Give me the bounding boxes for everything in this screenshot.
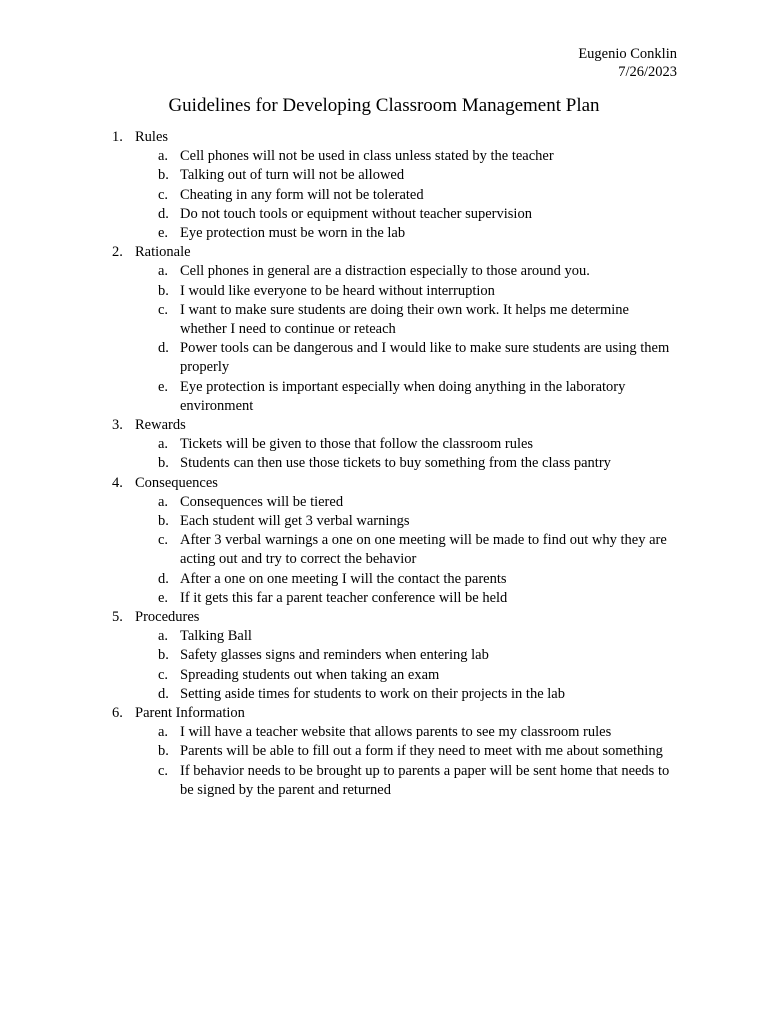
item-letter: b. [158,647,169,664]
item-text: Eye protection must be worn in the lab [180,225,406,241]
section-number: 1. [112,129,123,145]
document-title: Guidelines for Developing Classroom Management Plan [168,95,600,116]
item-text: Power tools can be dangerous and I would like to make sure students are using them properly [180,340,670,376]
list-item [0,339,768,377]
item-text: Cell phones will not be used in class unless stated by the teacher [180,148,554,165]
section-number: 4. [112,474,123,491]
list-item [0,570,768,589]
item-text: Students can then use those tickets to buy something from the class pantry [180,455,611,472]
item-text: Talking Ball [180,628,252,645]
item-letter: a. [158,263,169,280]
section-heading [0,128,768,147]
item-text: Do not touch tools or equipment without teacher supervision [180,205,532,222]
item-letter: a. [158,436,169,453]
item-text: If it gets this far a parent teacher conference will be held [180,589,508,606]
section-title: Procedures [135,609,200,626]
item-text: Cheating in any form will not be tolerated [180,186,424,203]
document-date: 7/26/2023 [618,64,677,80]
item-text: I would like everyone to be heard without interruption [180,282,495,299]
section-number: 5. [112,609,123,626]
item-letter: d. [158,340,169,357]
item-letter: a. [158,628,169,645]
item-letter: a. [158,148,169,165]
list-item [0,224,768,243]
item-text: After 3 verbal warnings a one on one meeting will be made to find out why they are acting out and try to correct the behavior [180,532,667,568]
item-text: Cell phones in general are a distraction especially to those around you. [180,263,590,280]
item-letter: d. [158,205,169,222]
outline-list [0,128,768,800]
list-item [0,493,768,512]
item-letter: d. [158,570,169,587]
section-heading [0,704,768,723]
list-item [0,742,768,761]
section-title: Parent Information [135,705,245,722]
section-number: 2. [112,244,123,261]
item-text: Eye protection is important especially when doing anything in the laboratory environment [180,378,626,414]
list-item [0,723,768,742]
outline-section [0,416,768,474]
item-letter: c. [158,762,169,779]
item-letter: c. [158,532,169,549]
item-letter: d. [158,685,169,702]
item-letter: b. [158,513,169,529]
item-letter: b. [158,167,169,184]
item-letter: e. [158,378,169,395]
list-item [0,147,768,166]
outline-section [0,608,768,704]
outline-section [0,474,768,608]
section-heading [0,474,768,493]
item-text: After a one on one meeting I will the contact the parents [180,570,507,587]
item-text: Parents will be able to fill out a form if they need to meet with me about something [180,743,663,760]
item-letter: e. [158,589,169,606]
item-text: Safety glasses signs and reminders when entering lab [180,647,489,664]
list-item [0,685,768,704]
item-text: I want to make sure students are doing their own work. It helps me determine whether I need to continue or reteach [180,301,629,337]
list-item [0,378,768,416]
item-letter: c. [158,666,169,683]
item-letter: b. [158,455,169,472]
section-title: Consequences [135,474,218,491]
item-text: Setting aside times for students to work on their projects in the lab [180,685,565,702]
section-heading [0,416,768,435]
section-heading [0,608,768,627]
outline-section [0,128,768,243]
section-number: 3. [112,417,123,434]
list-item [0,166,768,185]
section-title: Rationale [135,244,191,261]
list-item [0,186,768,205]
list-item [0,262,768,281]
item-text: Each student will get 3 verbal warnings [180,513,410,529]
list-item [0,512,768,531]
item-text: Consequences will be tiered [180,493,344,510]
list-item [0,282,768,301]
list-item [0,454,768,473]
outline-section [0,704,768,800]
item-letter: c. [158,186,169,203]
item-text: I will have a teacher website that allows parents to see my classroom rules [180,724,612,741]
list-item [0,627,768,646]
item-text: Talking out of turn will not be allowed [180,167,405,184]
outline-section [0,243,768,416]
section-heading [0,243,768,262]
section-number: 6. [112,705,123,722]
document-header [578,45,677,81]
section-title: Rules [135,129,169,145]
list-item [0,666,768,685]
list-item [0,435,768,454]
item-letter: e. [158,225,169,241]
list-item [0,646,768,665]
item-text: If behavior needs to be brought up to parents a paper will be sent home that needs to be signed by the parent and returned [180,762,670,798]
list-item [0,205,768,224]
item-letter: a. [158,493,169,510]
list-item [0,301,768,339]
item-text: Tickets will be given to those that follow the classroom rules [180,436,534,453]
list-item [0,531,768,569]
item-letter: c. [158,301,169,318]
item-letter: b. [158,743,169,760]
item-letter: a. [158,724,169,741]
author-name: Eugenio Conklin [578,46,677,62]
list-item [0,762,768,800]
item-letter: b. [158,282,169,299]
item-text: Spreading students out when taking an exam [180,666,440,683]
section-title: Rewards [135,417,186,434]
list-item [0,589,768,608]
